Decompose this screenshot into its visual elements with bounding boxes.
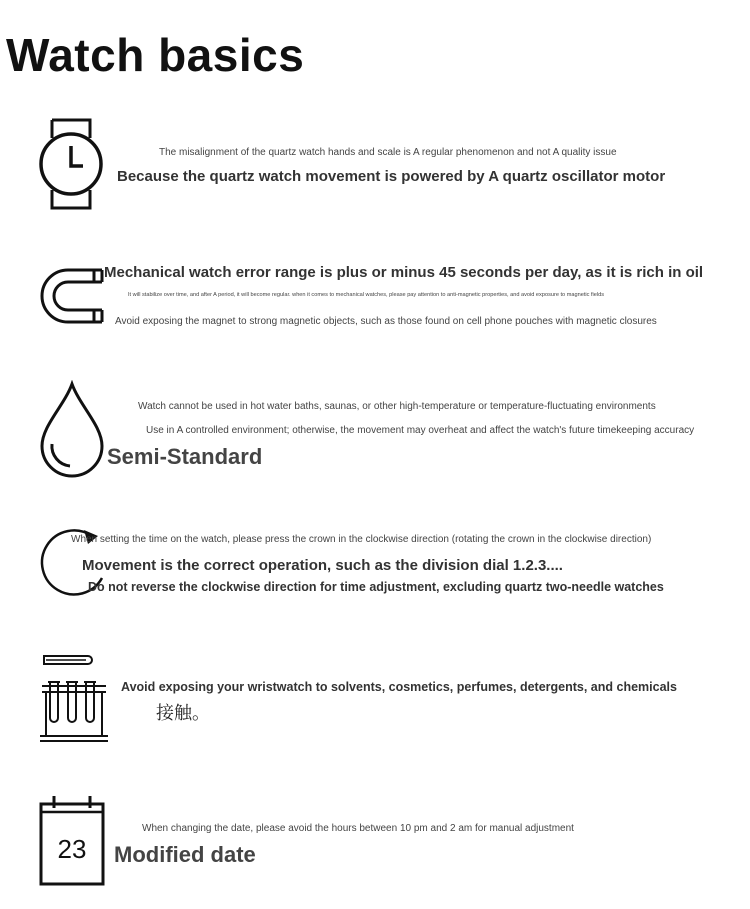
crown-note-1: When setting the time on the watch, please press the crown in the clockwise direction (rotating the crown in the clockwise direction) bbox=[71, 534, 652, 545]
magnet-note-1: Mechanical watch error range is plus or minus 45 seconds per day, as it is rich in oil bbox=[104, 264, 704, 281]
quartz-note-1: The misalignment of the quartz watch hands and scale is A regular phenomenon and not A quality issue bbox=[159, 147, 617, 158]
crown-note-3: Do not reverse the clockwise direction for time adjustment, excluding quartz two-needle watches bbox=[88, 580, 664, 594]
test-tubes-icon bbox=[38, 652, 110, 744]
calendar-number: 23 bbox=[57, 834, 87, 864]
date-note-1: When changing the date, please avoid the hours between 10 pm and 2 am for manual adjustment bbox=[142, 823, 574, 834]
date-note-2: Modified date bbox=[114, 842, 256, 867]
water-drop-icon bbox=[38, 380, 106, 480]
crown-note-2: Movement is the correct operation, such as the division dial 1.2.3.... bbox=[82, 557, 563, 574]
magnet-icon bbox=[38, 266, 106, 326]
calendar-icon bbox=[38, 794, 106, 888]
magnet-note-3: Avoid exposing the magnet to strong magnetic objects, such as those found on cell phone pouches with magnetic closures bbox=[115, 316, 657, 327]
magnet-note-2: It will stabilize over time, and after A period, it will become regular. when it comes to mechanical watches, please pay attention to anti-magnetic properties, and avoid exposure to magnetic fields bbox=[128, 292, 605, 298]
water-note-3: Semi-Standard bbox=[107, 444, 263, 469]
water-note-1: Watch cannot be used in hot water baths, saunas, or other high-temperature or temperature-fluctuating environments bbox=[138, 401, 656, 412]
water-note-2: Use in A controlled environment; otherwise, the movement may overheat and affect the watch's future timekeeping accuracy bbox=[146, 425, 695, 436]
chemicals-note-2: 接触。 bbox=[156, 703, 210, 724]
quartz-note-2: Because the quartz watch movement is powered by A quartz oscillator motor bbox=[117, 168, 666, 185]
page-title: Watch basics bbox=[6, 29, 305, 81]
watch-icon bbox=[38, 116, 106, 212]
chemicals-note-1: Avoid exposing your wristwatch to solvents, cosmetics, perfumes, detergents, and chemicals bbox=[121, 680, 677, 694]
